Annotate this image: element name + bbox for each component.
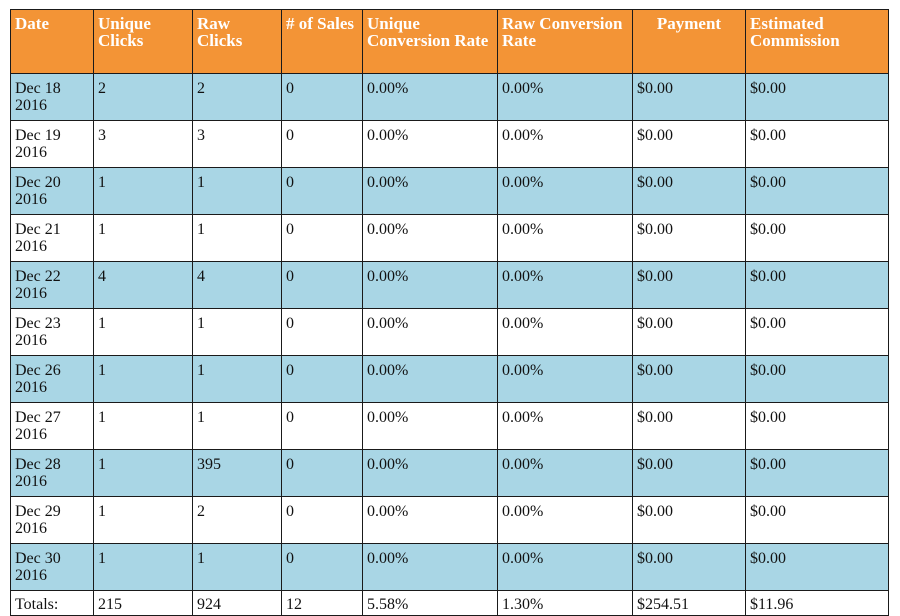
cell-payment: $0.00: [633, 450, 746, 497]
cell-unique-clicks: 2: [94, 74, 193, 121]
cell-raw-clicks: 3: [193, 121, 282, 168]
cell-date: Dec 27 2016: [11, 403, 94, 450]
cell-raw-clicks: 1: [193, 309, 282, 356]
cell-estimated-commission: $0.00: [746, 403, 889, 450]
cell-unique-conversion-rate: 0.00%: [363, 497, 498, 544]
column-header-unique-conversion-rate[interactable]: Unique Conversion Rate: [363, 10, 498, 74]
column-header-unique-clicks[interactable]: Unique Clicks: [94, 10, 193, 74]
cell-date: Dec 26 2016: [11, 356, 94, 403]
cell-raw-conversion-rate: 0.00%: [498, 544, 633, 591]
cell-raw-clicks: 1: [193, 168, 282, 215]
cell-raw-conversion-rate: 0.00%: [498, 450, 633, 497]
cell-unique-conversion-rate: 0.00%: [363, 121, 498, 168]
cell-date: Dec 19 2016: [11, 121, 94, 168]
table-row: [11, 262, 889, 309]
cell-raw-clicks: 1: [193, 215, 282, 262]
cell-raw-conversion-rate: 0.00%: [498, 497, 633, 544]
cell-payment: $0.00: [633, 168, 746, 215]
cell-unique-conversion-rate: 0.00%: [363, 262, 498, 309]
cell-sales: 0: [282, 450, 363, 497]
cell-date: Dec 28 2016: [11, 450, 94, 497]
total-estimated-commission: $11.96: [746, 591, 889, 616]
cell-payment: $0.00: [633, 356, 746, 403]
column-header-raw-conversion-rate[interactable]: Raw Conversion Rate: [498, 10, 633, 74]
cell-date: Dec 29 2016: [11, 497, 94, 544]
column-header-date[interactable]: Date: [11, 10, 94, 74]
cell-unique-clicks: 1: [94, 403, 193, 450]
cell-unique-clicks: 1: [94, 356, 193, 403]
cell-sales: 0: [282, 74, 363, 121]
column-header-estimated-commission[interactable]: Estimated Commission: [746, 10, 889, 74]
cell-sales: 0: [282, 309, 363, 356]
cell-unique-clicks: 1: [94, 168, 193, 215]
total-unique-clicks: 215: [94, 591, 193, 616]
cell-raw-clicks: 1: [193, 403, 282, 450]
cell-sales: 0: [282, 544, 363, 591]
cell-payment: $0.00: [633, 403, 746, 450]
cell-date: Dec 30 2016: [11, 544, 94, 591]
cell-unique-conversion-rate: 0.00%: [363, 168, 498, 215]
cell-raw-clicks: 2: [193, 74, 282, 121]
column-header-sales[interactable]: # of Sales: [282, 10, 363, 74]
cell-date: Dec 20 2016: [11, 168, 94, 215]
cell-payment: $0.00: [633, 544, 746, 591]
cell-raw-conversion-rate: 0.00%: [498, 403, 633, 450]
cell-sales: 0: [282, 168, 363, 215]
cell-estimated-commission: $0.00: [746, 168, 889, 215]
total-sales: 12: [282, 591, 363, 616]
cell-unique-conversion-rate: 0.00%: [363, 544, 498, 591]
cell-payment: $0.00: [633, 497, 746, 544]
table-row: [11, 74, 889, 121]
cell-raw-clicks: 1: [193, 544, 282, 591]
cell-sales: 0: [282, 497, 363, 544]
cell-date: Dec 22 2016: [11, 262, 94, 309]
cell-unique-clicks: 1: [94, 497, 193, 544]
total-unique-conversion-rate: 5.58%: [363, 591, 498, 616]
commission-report-table: [10, 9, 889, 616]
cell-estimated-commission: $0.00: [746, 544, 889, 591]
cell-raw-clicks: 1: [193, 356, 282, 403]
cell-raw-conversion-rate: 0.00%: [498, 215, 633, 262]
table-row: [11, 497, 889, 544]
cell-unique-clicks: 1: [94, 544, 193, 591]
cell-raw-conversion-rate: 0.00%: [498, 168, 633, 215]
cell-estimated-commission: $0.00: [746, 497, 889, 544]
total-raw-clicks: 924: [193, 591, 282, 616]
cell-sales: 0: [282, 121, 363, 168]
cell-payment: $0.00: [633, 215, 746, 262]
cell-estimated-commission: $0.00: [746, 121, 889, 168]
cell-estimated-commission: $0.00: [746, 262, 889, 309]
cell-sales: 0: [282, 215, 363, 262]
cell-unique-clicks: 1: [94, 309, 193, 356]
table-row: [11, 309, 889, 356]
cell-raw-conversion-rate: 0.00%: [498, 356, 633, 403]
cell-estimated-commission: $0.00: [746, 450, 889, 497]
cell-unique-conversion-rate: 0.00%: [363, 356, 498, 403]
column-header-payment[interactable]: Payment: [633, 10, 746, 74]
table-row: [11, 544, 889, 591]
cell-estimated-commission: $0.00: [746, 309, 889, 356]
cell-raw-clicks: 2: [193, 497, 282, 544]
table-row: [11, 168, 889, 215]
cell-raw-conversion-rate: 0.00%: [498, 262, 633, 309]
cell-unique-conversion-rate: 0.00%: [363, 215, 498, 262]
totals-row: [11, 591, 889, 616]
table-row: [11, 121, 889, 168]
table-row: [11, 356, 889, 403]
total-payment: $254.51: [633, 591, 746, 616]
cell-unique-clicks: 1: [94, 450, 193, 497]
cell-date: Dec 18 2016: [11, 74, 94, 121]
column-header-raw-clicks[interactable]: Raw Clicks: [193, 10, 282, 74]
cell-estimated-commission: $0.00: [746, 356, 889, 403]
cell-raw-conversion-rate: 0.00%: [498, 309, 633, 356]
cell-payment: $0.00: [633, 309, 746, 356]
totals-label: Totals:: [11, 591, 94, 616]
cell-unique-clicks: 3: [94, 121, 193, 168]
cell-payment: $0.00: [633, 121, 746, 168]
cell-payment: $0.00: [633, 262, 746, 309]
report-body: [11, 74, 889, 616]
cell-date: Dec 23 2016: [11, 309, 94, 356]
cell-raw-conversion-rate: 0.00%: [498, 121, 633, 168]
cell-raw-conversion-rate: 0.00%: [498, 74, 633, 121]
cell-raw-clicks: 395: [193, 450, 282, 497]
cell-sales: 0: [282, 403, 363, 450]
cell-raw-clicks: 4: [193, 262, 282, 309]
cell-unique-conversion-rate: 0.00%: [363, 309, 498, 356]
table-row: [11, 450, 889, 497]
cell-estimated-commission: $0.00: [746, 215, 889, 262]
cell-payment: $0.00: [633, 74, 746, 121]
cell-unique-clicks: 1: [94, 215, 193, 262]
cell-sales: 0: [282, 356, 363, 403]
table-row: [11, 403, 889, 450]
cell-estimated-commission: $0.00: [746, 74, 889, 121]
cell-unique-conversion-rate: 0.00%: [363, 403, 498, 450]
cell-date: Dec 21 2016: [11, 215, 94, 262]
total-raw-conversion-rate: 1.30%: [498, 591, 633, 616]
cell-unique-conversion-rate: 0.00%: [363, 74, 498, 121]
cell-unique-conversion-rate: 0.00%: [363, 450, 498, 497]
table-row: [11, 215, 889, 262]
cell-sales: 0: [282, 262, 363, 309]
header-row: [11, 10, 889, 74]
cell-unique-clicks: 4: [94, 262, 193, 309]
